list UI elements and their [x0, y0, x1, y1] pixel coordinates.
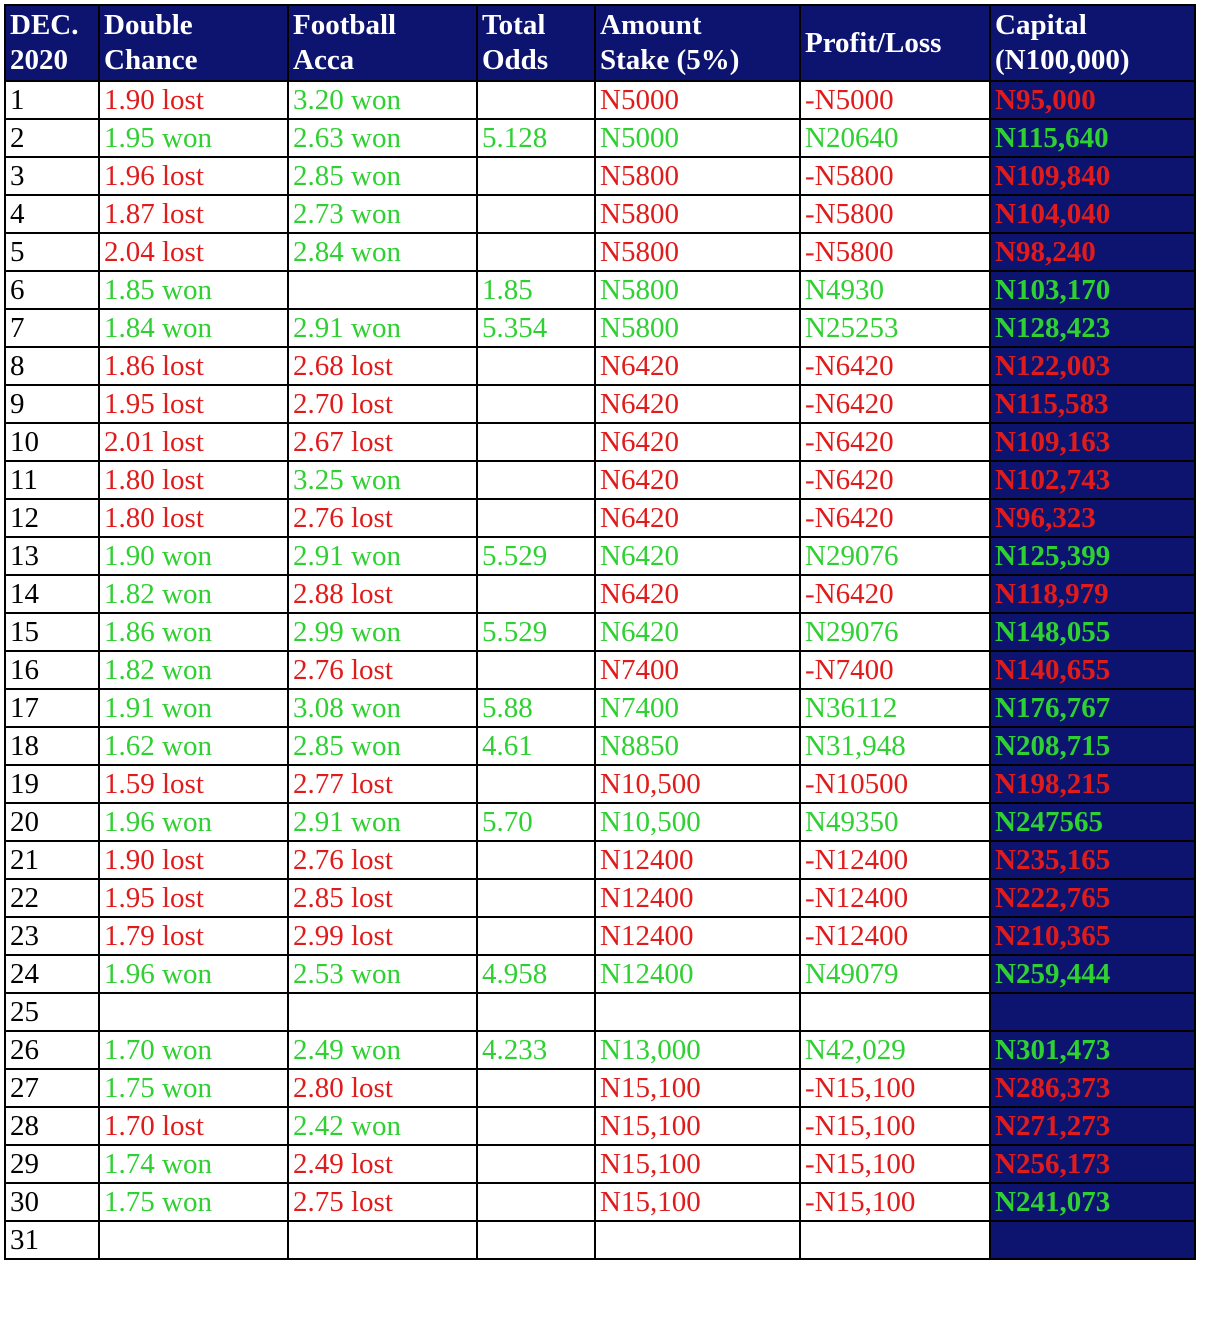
day-cell: 28	[5, 1107, 99, 1145]
profit-loss-cell: -N10500	[800, 765, 990, 803]
double-chance-cell: 2.01 lost	[99, 423, 288, 461]
day-cell: 4	[5, 195, 99, 233]
profit-loss-cell: N4930	[800, 271, 990, 309]
double-chance-cell: 1.96 won	[99, 803, 288, 841]
double-chance-cell: 1.90 won	[99, 537, 288, 575]
double-chance-cell: 1.75 won	[99, 1183, 288, 1221]
football-acca-cell: 2.84 won	[288, 233, 477, 271]
double-chance-cell: 1.75 won	[99, 1069, 288, 1107]
total-odds-cell: 5.70	[477, 803, 595, 841]
double-chance-cell: 1.62 won	[99, 727, 288, 765]
header-football-acca-line: Acca	[293, 44, 355, 76]
profit-loss-cell: -N15,100	[800, 1107, 990, 1145]
table-row	[5, 1031, 1195, 1069]
stake-cell: N13,000	[595, 1031, 800, 1069]
total-odds-cell	[477, 1069, 595, 1107]
profit-loss-cell: -N15,100	[800, 1145, 990, 1183]
table-row	[5, 803, 1195, 841]
total-odds-cell: 4.958	[477, 955, 595, 993]
double-chance-cell	[99, 993, 288, 1031]
profit-loss-cell: N25253	[800, 309, 990, 347]
day-cell: 14	[5, 575, 99, 613]
day-cell: 29	[5, 1145, 99, 1183]
football-acca-cell: 2.68 lost	[288, 347, 477, 385]
header-row	[5, 5, 1195, 81]
stake-cell: N12400	[595, 841, 800, 879]
table-row	[5, 271, 1195, 309]
capital-cell: N247565	[990, 803, 1195, 841]
football-acca-cell: 2.63 won	[288, 119, 477, 157]
profit-loss-cell: -N15,100	[800, 1183, 990, 1221]
football-acca-cell: 2.91 won	[288, 803, 477, 841]
day-cell: 10	[5, 423, 99, 461]
total-odds-cell	[477, 841, 595, 879]
stake-cell: N6420	[595, 461, 800, 499]
header-date-line: 2020	[10, 44, 68, 76]
capital-cell	[990, 1221, 1195, 1259]
total-odds-cell	[477, 195, 595, 233]
capital-cell: N301,473	[990, 1031, 1195, 1069]
football-acca-cell: 2.42 won	[288, 1107, 477, 1145]
day-cell: 2	[5, 119, 99, 157]
stake-cell: N5800	[595, 157, 800, 195]
profit-loss-cell: N20640	[800, 119, 990, 157]
table-row	[5, 917, 1195, 955]
football-acca-cell: 2.85 won	[288, 727, 477, 765]
header-profit-loss	[800, 5, 990, 81]
capital-cell: N271,273	[990, 1107, 1195, 1145]
total-odds-cell	[477, 1221, 595, 1259]
profit-loss-cell: -N5800	[800, 195, 990, 233]
header-date-line: DEC.	[10, 9, 79, 41]
football-acca-cell: 2.99 lost	[288, 917, 477, 955]
day-cell: 3	[5, 157, 99, 195]
capital-cell: N241,073	[990, 1183, 1195, 1221]
total-odds-cell	[477, 347, 595, 385]
capital-cell: N115,640	[990, 119, 1195, 157]
header-total-odds-line: Odds	[482, 44, 549, 76]
profit-loss-cell: -N6420	[800, 499, 990, 537]
header-amount-stake-line: Amount	[600, 9, 702, 41]
total-odds-cell	[477, 1145, 595, 1183]
profit-loss-cell: -N7400	[800, 651, 990, 689]
table-row	[5, 1069, 1195, 1107]
profit-loss-cell: -N5000	[800, 81, 990, 119]
table-row	[5, 765, 1195, 803]
double-chance-cell: 1.86 lost	[99, 347, 288, 385]
day-cell: 6	[5, 271, 99, 309]
football-acca-cell: 2.88 lost	[288, 575, 477, 613]
profit-loss-cell: -N5800	[800, 157, 990, 195]
football-acca-cell: 2.70 lost	[288, 385, 477, 423]
double-chance-cell: 1.70 won	[99, 1031, 288, 1069]
capital-cell: N256,173	[990, 1145, 1195, 1183]
total-odds-cell	[477, 917, 595, 955]
capital-cell: N148,055	[990, 613, 1195, 651]
table-row	[5, 841, 1195, 879]
double-chance-cell: 1.85 won	[99, 271, 288, 309]
header-capital-line: Capital	[995, 9, 1087, 41]
stake-cell: N7400	[595, 651, 800, 689]
total-odds-cell	[477, 461, 595, 499]
day-cell: 11	[5, 461, 99, 499]
profit-loss-cell	[800, 993, 990, 1031]
capital-cell: N208,715	[990, 727, 1195, 765]
day-cell: 12	[5, 499, 99, 537]
table-row	[5, 347, 1195, 385]
capital-cell: N235,165	[990, 841, 1195, 879]
capital-cell: N222,765	[990, 879, 1195, 917]
profit-loss-cell: N29076	[800, 537, 990, 575]
double-chance-cell: 2.04 lost	[99, 233, 288, 271]
double-chance-cell: 1.82 won	[99, 651, 288, 689]
table-row	[5, 689, 1195, 727]
table-row	[5, 879, 1195, 917]
header-date	[5, 5, 99, 81]
betting-results-table	[4, 4, 1196, 1260]
stake-cell: N6420	[595, 537, 800, 575]
header-total-odds-line: Total	[482, 9, 546, 41]
football-acca-cell: 2.75 lost	[288, 1183, 477, 1221]
day-cell: 27	[5, 1069, 99, 1107]
table-row	[5, 461, 1195, 499]
profit-loss-cell: -N5800	[800, 233, 990, 271]
football-acca-cell: 2.76 lost	[288, 841, 477, 879]
total-odds-cell: 1.85	[477, 271, 595, 309]
table-row	[5, 119, 1195, 157]
double-chance-cell: 1.74 won	[99, 1145, 288, 1183]
profit-loss-cell: N29076	[800, 613, 990, 651]
stake-cell: N5800	[595, 195, 800, 233]
header-amount-stake	[595, 5, 800, 81]
capital-cell: N286,373	[990, 1069, 1195, 1107]
profit-loss-cell: N49350	[800, 803, 990, 841]
capital-cell: N115,583	[990, 385, 1195, 423]
capital-cell: N104,040	[990, 195, 1195, 233]
day-cell: 7	[5, 309, 99, 347]
table-row	[5, 575, 1195, 613]
header-amount-stake-line: Stake (5%)	[600, 44, 740, 76]
double-chance-cell: 1.84 won	[99, 309, 288, 347]
stake-cell: N15,100	[595, 1069, 800, 1107]
table-row	[5, 423, 1195, 461]
header-double-chance-line: Double	[104, 9, 193, 41]
football-acca-cell: 3.25 won	[288, 461, 477, 499]
day-cell: 1	[5, 81, 99, 119]
football-acca-cell: 2.76 lost	[288, 499, 477, 537]
day-cell: 13	[5, 537, 99, 575]
football-acca-cell: 2.99 won	[288, 613, 477, 651]
stake-cell: N12400	[595, 917, 800, 955]
day-cell: 24	[5, 955, 99, 993]
stake-cell: N6420	[595, 575, 800, 613]
stake-cell: N12400	[595, 879, 800, 917]
day-cell: 5	[5, 233, 99, 271]
day-cell: 16	[5, 651, 99, 689]
stake-cell: N15,100	[595, 1145, 800, 1183]
double-chance-cell: 1.90 lost	[99, 81, 288, 119]
profit-loss-cell	[800, 1221, 990, 1259]
table-row	[5, 993, 1195, 1031]
table-row	[5, 499, 1195, 537]
stake-cell: N5000	[595, 81, 800, 119]
stake-cell: N10,500	[595, 765, 800, 803]
profit-loss-cell: N42,029	[800, 1031, 990, 1069]
table-row	[5, 537, 1195, 575]
capital-cell: N128,423	[990, 309, 1195, 347]
header-double-chance-line: Chance	[104, 44, 198, 76]
day-cell: 8	[5, 347, 99, 385]
day-cell: 19	[5, 765, 99, 803]
capital-cell: N109,840	[990, 157, 1195, 195]
total-odds-cell	[477, 765, 595, 803]
football-acca-cell: 2.80 lost	[288, 1069, 477, 1107]
football-acca-cell: 2.77 lost	[288, 765, 477, 803]
total-odds-cell: 5.529	[477, 537, 595, 575]
total-odds-cell	[477, 993, 595, 1031]
table-row	[5, 309, 1195, 347]
football-acca-cell: 3.20 won	[288, 81, 477, 119]
table-row	[5, 1221, 1195, 1259]
header-double-chance	[99, 5, 288, 81]
stake-cell: N12400	[595, 955, 800, 993]
double-chance-cell: 1.95 won	[99, 119, 288, 157]
profit-loss-cell: -N12400	[800, 917, 990, 955]
table-row	[5, 385, 1195, 423]
table-row	[5, 1107, 1195, 1145]
profit-loss-cell: N31,948	[800, 727, 990, 765]
table-header	[5, 5, 1195, 81]
day-cell: 21	[5, 841, 99, 879]
double-chance-cell: 1.95 lost	[99, 385, 288, 423]
table-row	[5, 651, 1195, 689]
profit-loss-cell: -N6420	[800, 423, 990, 461]
header-profit-loss-line: Profit/Loss	[805, 26, 942, 59]
football-acca-cell: 2.85 won	[288, 157, 477, 195]
capital-cell: N118,979	[990, 575, 1195, 613]
total-odds-cell	[477, 879, 595, 917]
profit-loss-cell: -N15,100	[800, 1069, 990, 1107]
profit-loss-cell: -N12400	[800, 879, 990, 917]
table-row	[5, 157, 1195, 195]
total-odds-cell	[477, 1183, 595, 1221]
stake-cell: N15,100	[595, 1107, 800, 1145]
capital-cell: N125,399	[990, 537, 1195, 575]
profit-loss-cell: -N6420	[800, 347, 990, 385]
total-odds-cell: 5.88	[477, 689, 595, 727]
stake-cell	[595, 993, 800, 1031]
stake-cell: N5800	[595, 271, 800, 309]
total-odds-cell: 5.354	[477, 309, 595, 347]
day-cell: 31	[5, 1221, 99, 1259]
stake-cell: N7400	[595, 689, 800, 727]
header-football-acca	[288, 5, 477, 81]
header-capital-line: (N100,000)	[995, 44, 1130, 76]
capital-cell: N259,444	[990, 955, 1195, 993]
football-acca-cell: 3.08 won	[288, 689, 477, 727]
table-row	[5, 613, 1195, 651]
day-cell: 26	[5, 1031, 99, 1069]
stake-cell: N6420	[595, 385, 800, 423]
football-acca-cell: 2.53 won	[288, 955, 477, 993]
table-row	[5, 955, 1195, 993]
total-odds-cell: 4.61	[477, 727, 595, 765]
header-total-odds	[477, 5, 595, 81]
profit-loss-cell: -N6420	[800, 385, 990, 423]
profit-loss-cell: -N6420	[800, 461, 990, 499]
stake-cell: N8850	[595, 727, 800, 765]
double-chance-cell: 1.82 won	[99, 575, 288, 613]
total-odds-cell	[477, 157, 595, 195]
double-chance-cell: 1.96 lost	[99, 157, 288, 195]
total-odds-cell	[477, 385, 595, 423]
football-acca-cell	[288, 993, 477, 1031]
profit-loss-cell: -N12400	[800, 841, 990, 879]
capital-cell: N102,743	[990, 461, 1195, 499]
total-odds-cell	[477, 575, 595, 613]
capital-cell: N176,767	[990, 689, 1195, 727]
day-cell: 17	[5, 689, 99, 727]
football-acca-cell: 2.49 lost	[288, 1145, 477, 1183]
double-chance-cell: 1.96 won	[99, 955, 288, 993]
table-body	[5, 81, 1195, 1259]
double-chance-cell: 1.90 lost	[99, 841, 288, 879]
football-acca-cell: 2.91 won	[288, 309, 477, 347]
day-cell: 22	[5, 879, 99, 917]
header-football-acca-line: Football	[293, 9, 397, 41]
total-odds-cell	[477, 423, 595, 461]
double-chance-cell: 1.91 won	[99, 689, 288, 727]
double-chance-cell: 1.95 lost	[99, 879, 288, 917]
table-row	[5, 1145, 1195, 1183]
football-acca-cell: 2.85 lost	[288, 879, 477, 917]
day-cell: 18	[5, 727, 99, 765]
capital-cell: N140,655	[990, 651, 1195, 689]
total-odds-cell	[477, 81, 595, 119]
double-chance-cell: 1.86 won	[99, 613, 288, 651]
double-chance-cell: 1.87 lost	[99, 195, 288, 233]
stake-cell: N6420	[595, 423, 800, 461]
capital-cell	[990, 993, 1195, 1031]
football-acca-cell	[288, 1221, 477, 1259]
stake-cell: N5800	[595, 233, 800, 271]
capital-cell: N95,000	[990, 81, 1195, 119]
total-odds-cell	[477, 233, 595, 271]
football-acca-cell: 2.73 won	[288, 195, 477, 233]
double-chance-cell	[99, 1221, 288, 1259]
profit-loss-cell: N49079	[800, 955, 990, 993]
total-odds-cell: 5.529	[477, 613, 595, 651]
day-cell: 15	[5, 613, 99, 651]
football-acca-cell: 2.49 won	[288, 1031, 477, 1069]
table-row	[5, 81, 1195, 119]
day-cell: 30	[5, 1183, 99, 1221]
total-odds-cell: 4.233	[477, 1031, 595, 1069]
total-odds-cell	[477, 499, 595, 537]
profit-loss-cell: -N6420	[800, 575, 990, 613]
total-odds-cell	[477, 1107, 595, 1145]
stake-cell: N15,100	[595, 1183, 800, 1221]
capital-cell: N98,240	[990, 233, 1195, 271]
capital-cell: N198,215	[990, 765, 1195, 803]
day-cell: 25	[5, 993, 99, 1031]
football-acca-cell: 2.91 won	[288, 537, 477, 575]
day-cell: 20	[5, 803, 99, 841]
double-chance-cell: 1.79 lost	[99, 917, 288, 955]
table-row	[5, 195, 1195, 233]
day-cell: 9	[5, 385, 99, 423]
double-chance-cell: 1.80 lost	[99, 461, 288, 499]
capital-cell: N103,170	[990, 271, 1195, 309]
total-odds-cell	[477, 651, 595, 689]
day-cell: 23	[5, 917, 99, 955]
double-chance-cell: 1.80 lost	[99, 499, 288, 537]
total-odds-cell: 5.128	[477, 119, 595, 157]
capital-cell: N96,323	[990, 499, 1195, 537]
football-acca-cell: 2.67 lost	[288, 423, 477, 461]
football-acca-cell	[288, 271, 477, 309]
football-acca-cell: 2.76 lost	[288, 651, 477, 689]
capital-cell: N109,163	[990, 423, 1195, 461]
table-row	[5, 233, 1195, 271]
table-row	[5, 1183, 1195, 1221]
capital-cell: N122,003	[990, 347, 1195, 385]
stake-cell	[595, 1221, 800, 1259]
capital-cell: N210,365	[990, 917, 1195, 955]
double-chance-cell: 1.59 lost	[99, 765, 288, 803]
stake-cell: N6420	[595, 613, 800, 651]
header-capital	[990, 5, 1195, 81]
stake-cell: N6420	[595, 347, 800, 385]
double-chance-cell: 1.70 lost	[99, 1107, 288, 1145]
stake-cell: N10,500	[595, 803, 800, 841]
stake-cell: N5800	[595, 309, 800, 347]
stake-cell: N5000	[595, 119, 800, 157]
table-row	[5, 727, 1195, 765]
profit-loss-cell: N36112	[800, 689, 990, 727]
stake-cell: N6420	[595, 499, 800, 537]
